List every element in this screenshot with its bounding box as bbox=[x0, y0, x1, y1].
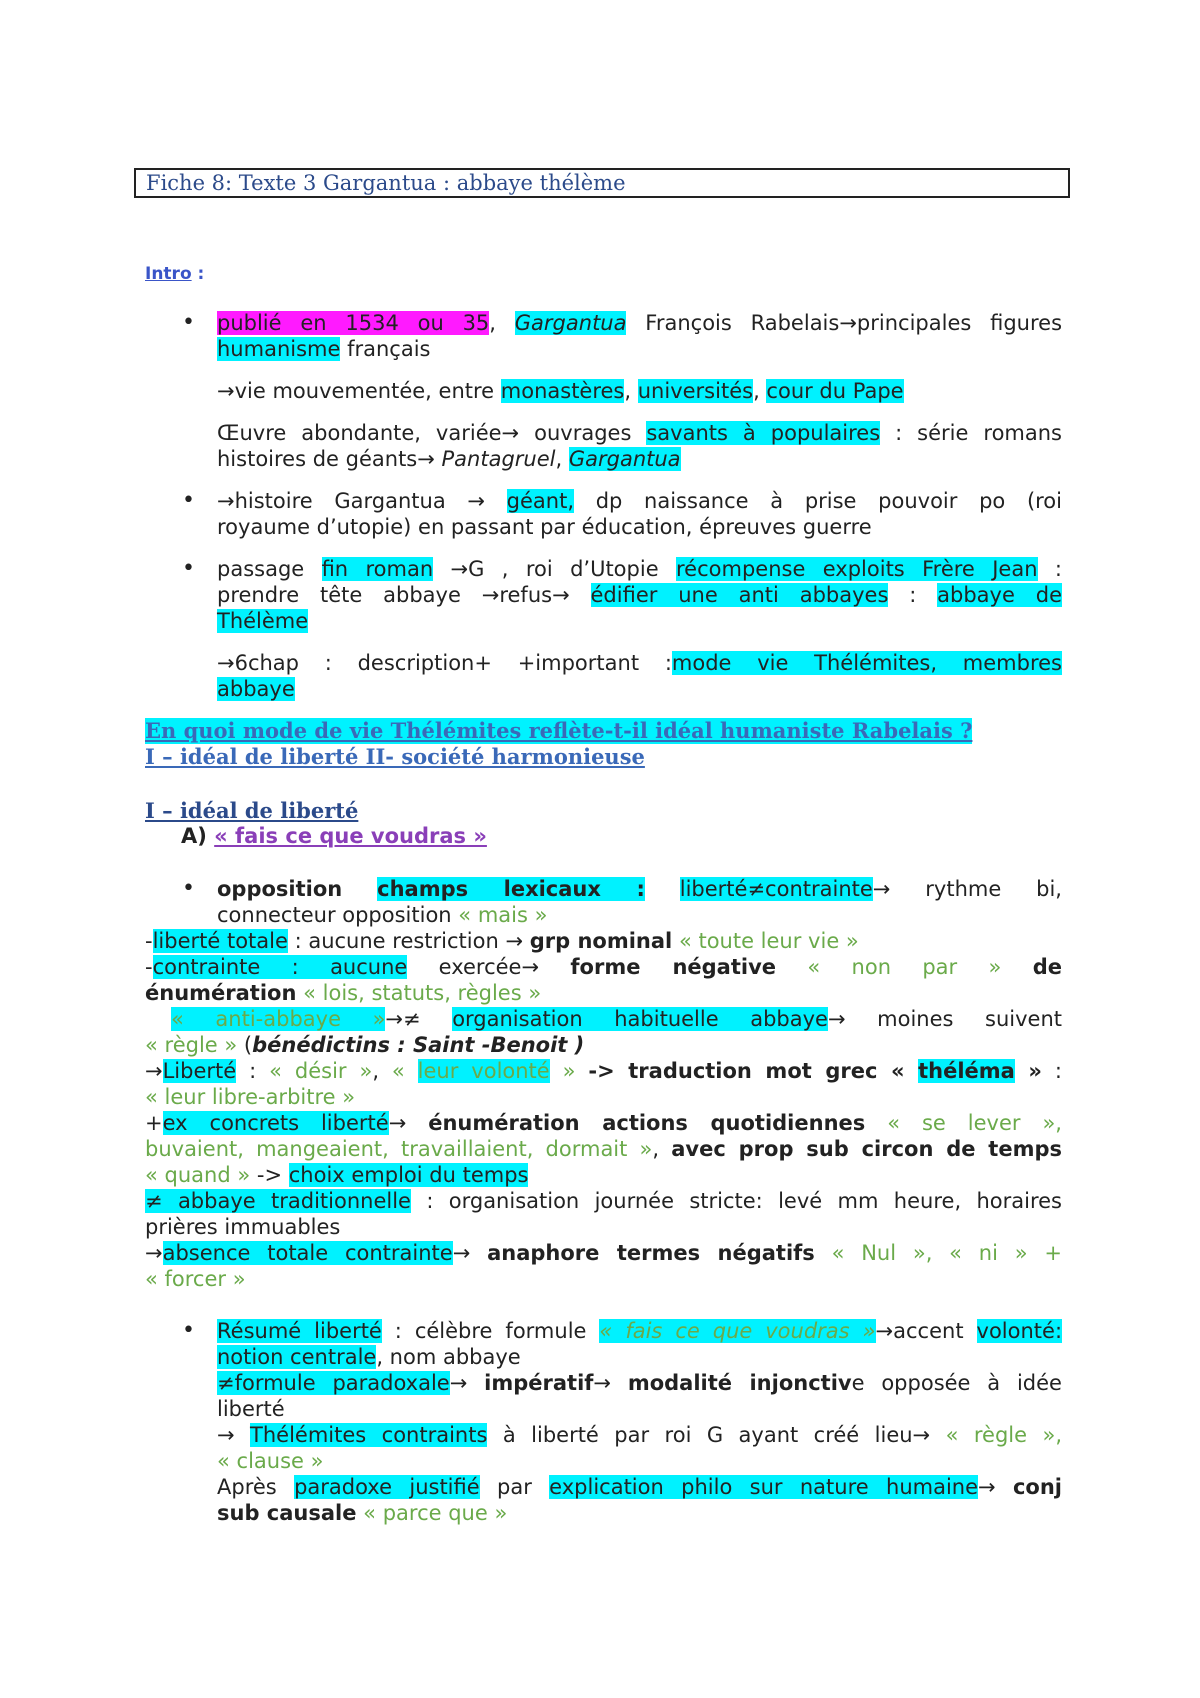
text-line: →Liberté : « désir », « leur volonté » -> traduction mot grec « théléma » : bbox=[145, 1059, 1062, 1083]
text-line: ≠formule paradoxale→ impératif→ modalité injonctive opposée à idée bbox=[217, 1371, 1062, 1395]
text-line: Thélème bbox=[217, 609, 309, 633]
page-title: Fiche 8: Texte 3 Gargantua : abbaye thélème bbox=[134, 168, 1070, 198]
problematic-question: En quoi mode de vie Thélémites reflète-t-il idéal humaniste Rabelais ? bbox=[145, 718, 973, 743]
text-line: liberté bbox=[217, 1397, 285, 1421]
text-line: →vie mouvementée, entre monastères, universités, cour du Pape bbox=[217, 379, 904, 403]
text-line: opposition champs lexicaux : liberté≠contrainte→ rythme bi, bbox=[217, 877, 1062, 901]
text-line: notion centrale, nom abbaye bbox=[217, 1345, 521, 1369]
text-line: Après paradoxe justifié par explication philo sur nature humaine→ conj bbox=[217, 1475, 1062, 1499]
text-line: publié en 1534 ou 35, Gargantua François Rabelais→principales figures bbox=[217, 311, 1063, 335]
bullet-dot: • bbox=[182, 556, 195, 581]
text-line: abbaye bbox=[217, 677, 295, 701]
part-heading: I – idéal de liberté bbox=[145, 798, 359, 823]
text-line: → Thélémites contraints à liberté par roi G ayant créé lieu→ « règle », bbox=[217, 1423, 1062, 1447]
bullet-dot: • bbox=[182, 488, 195, 513]
text-line: histoires de géants→ Pantagruel, Gargantua bbox=[217, 447, 681, 471]
text-line: royaume d’utopie) en passant par éducation, épreuves guerre bbox=[217, 515, 872, 539]
text-line: →6chap : description+ +important :mode vie Thélémites, membres bbox=[217, 651, 1062, 675]
bullet-dot: • bbox=[182, 1318, 195, 1343]
text-line: sub causale « parce que » bbox=[217, 1501, 508, 1525]
text-line: +ex concrets liberté→ énumération actions quotidiennes « se lever », bbox=[145, 1111, 1062, 1135]
problematic-plan: I – idéal de liberté II- société harmonieuse bbox=[145, 744, 645, 769]
text-line: « anti-abbaye »→≠ organisation habituelle abbaye→ moines suivent bbox=[171, 1007, 1062, 1031]
text-line: énumération « lois, statuts, règles » bbox=[145, 981, 542, 1005]
text-line: buvaient, mangeaient, travaillaient, dormait », avec prop sub circon de temps bbox=[145, 1137, 1062, 1161]
text-line: passage fin roman →G , roi d’Utopie récompense exploits Frère Jean : bbox=[217, 557, 1062, 581]
bullet-dot: • bbox=[182, 310, 195, 335]
text-line: Résumé liberté : célèbre formule « fais ce que voudras »→accent volonté: bbox=[217, 1319, 1063, 1343]
text-line: -contrainte : aucune exercée→ forme négative « non par » de bbox=[145, 955, 1062, 979]
text-line: →histoire Gargantua → géant, dp naissance à prise pouvoir po (roi bbox=[217, 489, 1062, 513]
subsection-heading: A) « fais ce que voudras » bbox=[181, 824, 487, 848]
text-line: prières immuables bbox=[145, 1215, 341, 1239]
text-line: « règle » (bénédictins : Saint -Benoit ) bbox=[145, 1033, 585, 1057]
text-line: « leur libre-arbitre » bbox=[145, 1085, 356, 1109]
text-line: « clause » bbox=[217, 1449, 324, 1473]
text-line: Œuvre abondante, variée→ ouvrages savants à populaires : série romans bbox=[217, 421, 1062, 445]
text-line: connecteur opposition « mais » bbox=[217, 903, 548, 927]
bullet-dot: • bbox=[182, 876, 195, 901]
text-line: humanisme français bbox=[217, 337, 431, 361]
text-line: « forcer » bbox=[145, 1267, 246, 1291]
text-line: ≠ abbaye traditionnelle : organisation journée stricte: levé mm heure, horaires bbox=[145, 1189, 1062, 1213]
text-line: prendre tête abbaye →refus→ édifier une anti abbayes : abbaye de bbox=[217, 583, 1062, 607]
text-line: « quand » -> choix emploi du temps bbox=[145, 1163, 529, 1187]
text-line: →absence totale contrainte→ anaphore termes négatifs « Nul », « ni » + bbox=[145, 1241, 1062, 1265]
intro-label: Intro : bbox=[145, 264, 205, 284]
text-line: -liberté totale : aucune restriction → grp nominal « toute leur vie » bbox=[145, 929, 859, 953]
